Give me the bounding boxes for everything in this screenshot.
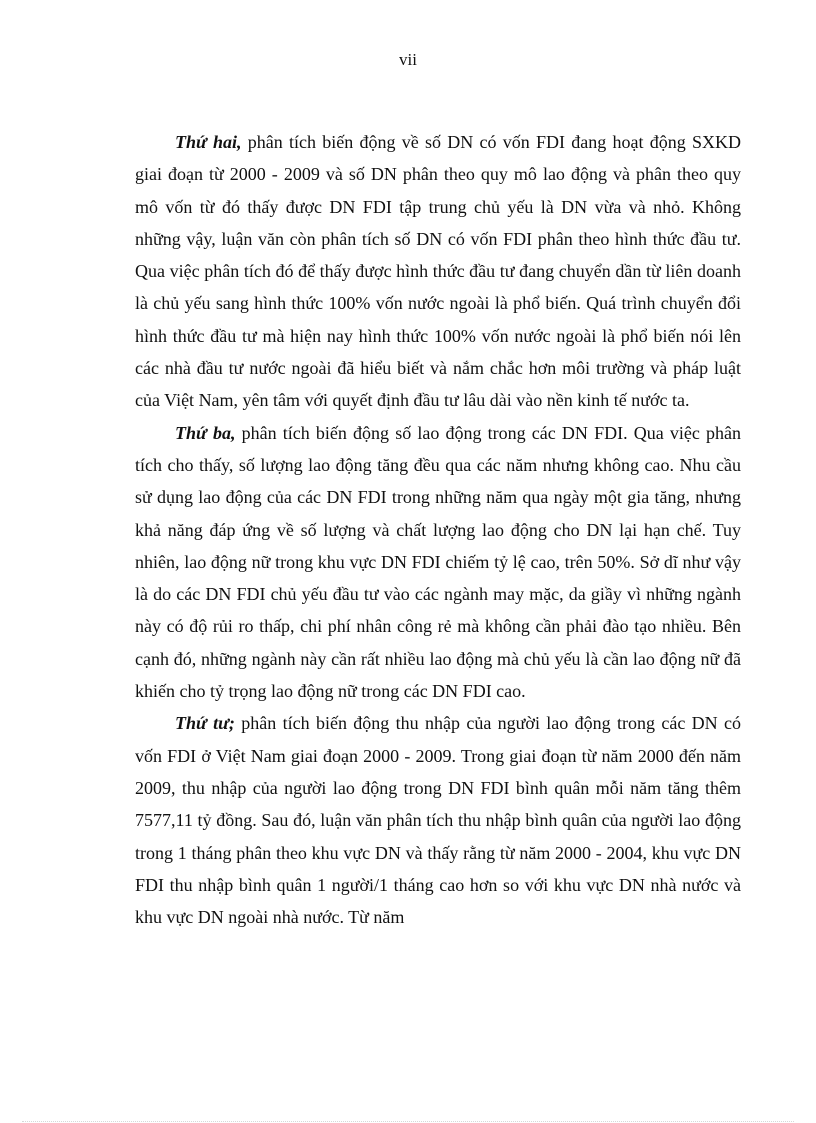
paragraph-thu-tu (135, 707, 741, 933)
paragraph-lead: Thứ ba, (175, 422, 236, 443)
paragraph-thu-ba (135, 417, 741, 708)
page-bottom-edge (22, 1121, 794, 1122)
paragraph-body: phân tích biến động số lao động trong các DN FDI. Qua việc phân tích cho thấy, số lượng lao động tăng đều qua các năm nhưng không cao. Nhu cầu sử dụng lao động của các DN FDI trong những năm qua ngày một gia tăng, nhưng khả năng đáp ứng về số lượng và chất lượng lao động cho DN lại hạn chế. Tuy nhiên, lao động nữ trong khu vực DN FDI chiếm tỷ lệ cao, trên 50%. Sở dĩ như vậy là do các DN FDI chủ yếu đầu tư vào các ngành may mặc, da giầy vì những ngành này có độ rủi ro thấp, chi phí nhân công rẻ mà không cần phải đào tạo nhiều. Bên cạnh đó, những ngành này cần rất nhiều lao động mà chủ yếu là cần lao động nữ đã khiến cho tỷ trọng lao động nữ trong các DN FDI cao. (135, 422, 741, 702)
paragraph-thu-hai (135, 126, 741, 417)
paragraph-lead: Thứ hai, (175, 132, 242, 152)
body-text (135, 126, 741, 933)
paragraph-body: phân tích biến động về số DN có vốn FDI đang hoạt động SXKD giai đoạn từ 2000 - 2009 và số DN phân theo quy mô lao động và phân theo quy mô vốn từ đó thấy được DN FDI tập trung chủ yếu là DN vừa và nhỏ. Không những vậy, luận văn còn phân tích số DN có vốn FDI phân theo hình thức đầu tư. Qua việc phân tích đó để thấy được hình thức đầu tư đang chuyển dần từ liên doanh là chủ yếu sang hình thức 100% vốn nước ngoài là phổ biến. Quá trình chuyển đổi hình thức đầu tư mà hiện nay hình thức 100% vốn nước ngoài là phổ biến nói lên các nhà đầu tư nước ngoài đã hiểu biết và nắm chắc hơn môi trường và pháp luật của Việt Nam, yên tâm với quyết định đầu tư lâu dài vào nền kinh tế nước ta. (135, 132, 741, 411)
paragraph-body: phân tích biến động thu nhập của người lao động trong các DN có vốn FDI ở Việt Nam giai đoạn 2000 - 2009. Trong giai đoạn từ năm 2000 đến năm 2009, thu nhập của người lao động trong DN FDI bình quân mỗi năm tăng thêm 7577,11 tỷ đồng. Sau đó, luận văn phân tích thu nhập bình quân của người lao động trong 1 tháng phân theo khu vực DN và thấy rằng từ năm 2000 - 2004, khu vực DN FDI thu nhập bình quân 1 người/1 tháng cao hơn so với khu vực DN nhà nước và khu vực DN ngoài nhà nước. Từ năm (135, 713, 741, 928)
page-number: vii (399, 50, 417, 69)
paragraph-lead: Thứ tư; (175, 713, 235, 734)
